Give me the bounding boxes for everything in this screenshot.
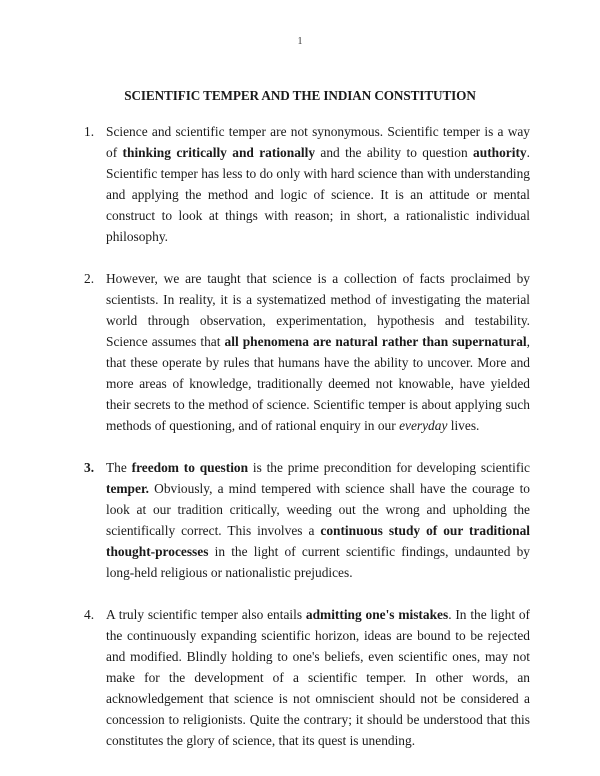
bold-phrase: thinking critically and rationally bbox=[122, 145, 316, 160]
italic-phrase: everyday bbox=[399, 418, 448, 433]
bold-phrase: authority bbox=[473, 145, 527, 160]
numbered-list bbox=[84, 121, 530, 772]
bold-phrase: all phenomena are natural rather than supernatural bbox=[224, 334, 527, 349]
item-number: 2. bbox=[84, 271, 95, 286]
text-segment: Science and scientific temper are not synonymous. Scientific temper is a way of bbox=[106, 124, 530, 160]
text-segment: lives. bbox=[447, 418, 480, 433]
bold-phrase: freedom to question bbox=[131, 460, 249, 475]
list-item bbox=[84, 604, 530, 751]
item-text bbox=[106, 124, 530, 244]
text-segment: . In the light of the continuously expanding scientific horizon, ideas are bound to be rejected and modified. Blindly holding to one's beliefs, even scientific ones, may not make for the development of a scientific temper. In other words, an acknowledgement that science is not omniscient should not be considered a concession to religionists. Quite the contrary; it should be understood that this constitutes the glory of science, that its quest is unending. bbox=[106, 607, 531, 748]
document-title: SCIENTIFIC TEMPER AND THE INDIAN CONSTITUTION bbox=[124, 88, 476, 103]
text-segment: A truly scientific temper also entails bbox=[106, 607, 306, 622]
text-segment: The bbox=[106, 460, 132, 475]
bold-phrase: continuous study of our traditional thought-processes bbox=[106, 523, 530, 559]
text-segment: , that these operate by rules that humans have the ability to uncover. More and more areas of knowledge, traditionally deemed not knowable, have yielded their secrets to the method of science. Scientific temper is about applying such methods of questioning, and of rational enquiry in our bbox=[106, 334, 530, 433]
item-number: 1. bbox=[84, 124, 95, 139]
text-segment: in the light of current scientific findings, undaunted by long-held religious or nationalistic prejudices. bbox=[106, 544, 530, 580]
item-text bbox=[106, 607, 530, 748]
list-item bbox=[84, 121, 530, 247]
text-segment: and the ability to question bbox=[315, 145, 474, 160]
text-segment: Obviously, a mind tempered with science shall have the courage to look at our tradition critically, weeding out the wrong and upholding the scientifically correct. This involves a bbox=[106, 481, 530, 538]
list-item bbox=[84, 268, 530, 436]
list-item bbox=[84, 457, 530, 583]
bold-phrase: admitting one's mistakes bbox=[305, 607, 449, 622]
item-number: 3. bbox=[84, 460, 95, 475]
text-segment: However, we are taught that science is a collection of facts proclaimed by scientists. In reality, it is a systematized method of investigating the material world through observation, experimentation, hypothesis and testability. Science assumes that bbox=[106, 271, 530, 349]
bold-phrase: temper. bbox=[106, 481, 150, 496]
text-segment: . Scientific temper has less to do only with hard science than with understanding and applying the method and logic of science. It is an attitude or mental construct to look at things with reason; in short, a rationalistic individual philosophy. bbox=[106, 145, 530, 244]
item-number: 4. bbox=[84, 607, 95, 622]
page-number: 1 bbox=[297, 36, 303, 47]
item-text bbox=[106, 271, 530, 433]
item-text bbox=[106, 460, 530, 580]
text-segment: is the prime precondition for developing scientific bbox=[248, 460, 530, 475]
